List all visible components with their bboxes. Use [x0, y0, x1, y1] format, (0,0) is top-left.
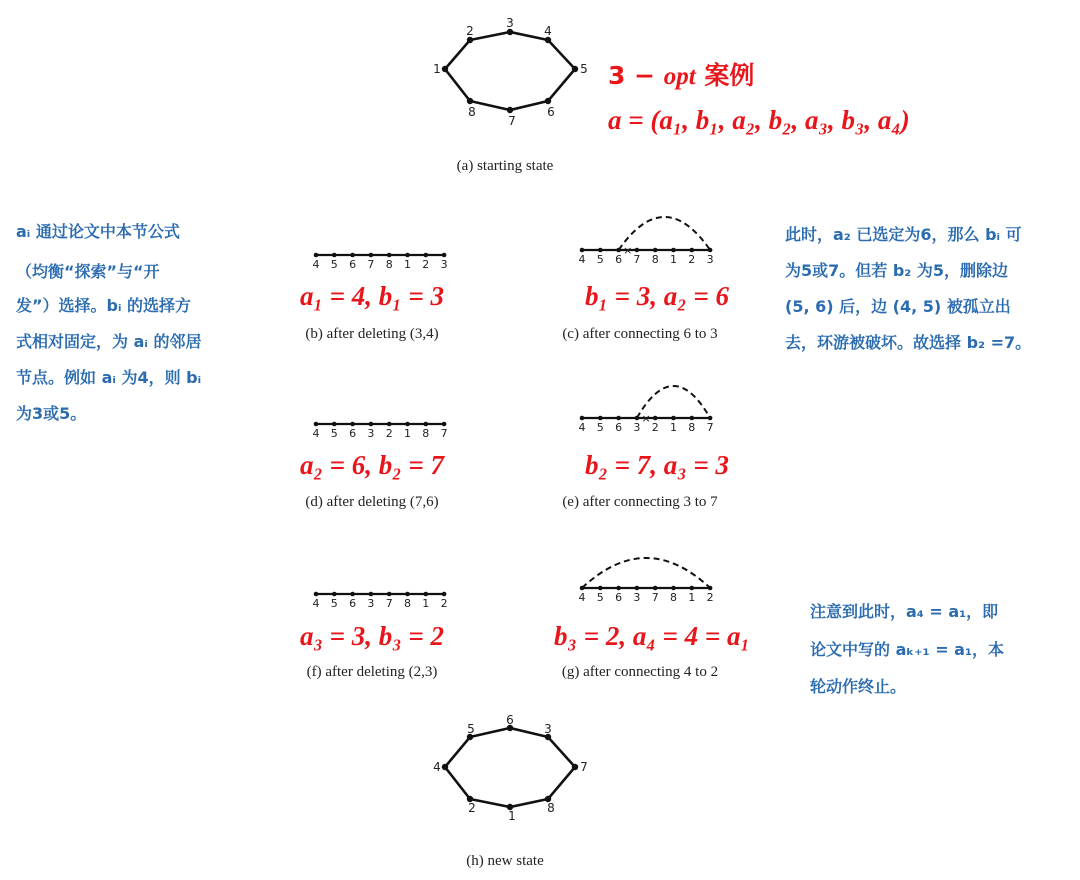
sequence-node	[424, 422, 429, 427]
note-left-line-3: 发”）选择。bᵢ 的选择方	[16, 296, 192, 315]
note-right-bottom-line-2: 论文中写的 aₖ₊₁ = a₁，本	[810, 640, 1004, 659]
caption-h: (h) new state	[466, 853, 544, 869]
tour-node-label: 7	[580, 760, 588, 774]
deleted-edge-mark: ×	[623, 244, 633, 257]
sequence-node	[405, 253, 410, 258]
heading-title	[608, 61, 754, 90]
sequence-node-label: 4	[578, 591, 586, 604]
note-right-top-line-1: 此时，a₂ 已选定为6，那么 bᵢ 可	[785, 225, 1022, 244]
sequence-node-label: 1	[404, 258, 411, 271]
panel-c	[562, 217, 729, 342]
equation-f: a₃ = 3, b₃ = 2	[299, 621, 445, 651]
equation-b: a₁ = 4, b₁ = 3	[299, 281, 445, 311]
sequence-node	[671, 586, 676, 591]
sequence-node-label: 1	[670, 253, 677, 266]
sequence-node-label: 6	[349, 427, 357, 440]
sequence-node	[653, 416, 658, 421]
sequence-node-label: 4	[312, 427, 320, 440]
sequence-node-label: 7	[633, 253, 641, 266]
sequence-node	[424, 253, 429, 258]
sequence-node-label: 7	[651, 591, 659, 604]
sequence-node	[580, 416, 585, 421]
sequence-node-label: 8	[651, 253, 659, 266]
tour-node	[545, 98, 551, 104]
sequence-node	[387, 592, 392, 597]
sequence-node-label: 8	[688, 421, 696, 434]
note-right-bottom-line-3: 轮动作终止。	[810, 677, 907, 696]
sequence-node-label: 5	[330, 427, 338, 440]
note-left-line-4: 式相对固定，为 aᵢ 的邻居	[16, 332, 202, 351]
tour-node-label: 5	[467, 722, 475, 736]
sequence-node	[580, 248, 585, 253]
sequence-node-label: 2	[706, 591, 714, 604]
tour-node-label: 6	[547, 105, 555, 119]
sequence-node-label: 2	[440, 597, 448, 610]
sequence-node-label: 1	[670, 421, 677, 434]
tour-node-label: 4	[544, 24, 552, 38]
tour-node	[507, 107, 513, 113]
caption-a: (a) starting state	[456, 158, 554, 174]
heading	[608, 61, 910, 135]
tour-node-label: 7	[508, 114, 516, 128]
tour-octagon-h	[445, 728, 575, 807]
note-right-top	[785, 225, 1031, 353]
panel-h-new-state	[433, 713, 588, 869]
sequence-node	[598, 416, 603, 421]
sequence-node	[332, 592, 337, 597]
sequence-node-label: 3	[633, 591, 641, 604]
sequence-node-label: 3	[367, 427, 375, 440]
note-left-line-5: 节点。例如 aᵢ 为4，则 bᵢ	[16, 368, 202, 387]
tour-octagon-a	[445, 32, 575, 110]
caption-c: (c) after connecting 6 to 3	[562, 326, 718, 342]
panel-g	[554, 558, 750, 680]
note-right-top-line-2: 为5或7。但若 b₂ 为5，删除边	[785, 261, 1009, 280]
sequence-node-label: 4	[578, 421, 586, 434]
tour-node-label: 2	[468, 801, 476, 815]
equation-c: b₁ = 3, a₂ = 6	[584, 281, 730, 311]
sequence-node	[369, 592, 374, 597]
sequence-node-label: 4	[312, 258, 320, 271]
sequence-node-label: 2	[385, 427, 393, 440]
sequence-node-label: 3	[367, 597, 375, 610]
tour-node-label: 8	[547, 801, 555, 815]
panel-e	[562, 386, 729, 510]
sequence-node-label: 7	[385, 597, 393, 610]
sequence-node-label: 8	[670, 591, 677, 604]
note-left-line-2: （均衡“探索”与“开	[16, 262, 160, 281]
sequence-line-e	[579, 386, 714, 434]
panel-f	[300, 592, 448, 680]
sequence-node-label: 5	[330, 258, 338, 271]
sequence-node-label: 5	[330, 597, 338, 610]
sequence-node-label: 3	[706, 253, 714, 266]
caption-g: (g) after connecting 4 to 2	[561, 664, 719, 680]
sequence-node-label: 6	[349, 258, 357, 271]
sequence-node-label: 2	[688, 253, 696, 266]
sequence-node-label: 8	[422, 427, 430, 440]
panel-a-starting-state	[433, 16, 588, 174]
note-left-line-6: 为3或5。	[16, 404, 87, 423]
heading-title-prefix: 3 −	[608, 61, 664, 90]
sequence-node-label: 5	[596, 253, 604, 266]
sequence-node	[332, 253, 337, 258]
note-right-bottom	[810, 602, 1004, 696]
deleted-edge-mark: ×	[641, 412, 651, 425]
caption-f: (f) after deleting (2,3)	[306, 664, 438, 680]
sequence-node	[616, 586, 621, 591]
sequence-node-label: 8	[385, 258, 393, 271]
tour-node	[572, 764, 578, 770]
tour-nodes-h	[433, 713, 588, 823]
sequence-line-c	[579, 217, 714, 266]
caption-d: (d) after deleting (7,6)	[305, 494, 439, 510]
sequence-node-label: 1	[688, 591, 696, 604]
sequence-node-label: 3	[633, 421, 641, 434]
sequence-node-label: 2	[651, 421, 659, 434]
tour-node-label: 6	[506, 713, 514, 727]
tour-node	[467, 98, 473, 104]
sequence-node	[635, 248, 640, 253]
equation-d: a₂ = 6, b₂ = 7	[299, 450, 445, 480]
tour-node-label: 2	[466, 24, 474, 38]
tour-node-label: 3	[544, 722, 552, 736]
sequence-node-label: 6	[615, 253, 623, 266]
sequence-line-b	[313, 253, 448, 271]
sequence-node	[671, 248, 676, 253]
tour-node-label: 8	[468, 105, 476, 119]
tour-node-label: 5	[580, 62, 588, 76]
sequence-node	[405, 422, 410, 427]
heading-sequence: a = (a₁, b₁, a₂, b₂, a₃, b₃, a₄)	[608, 105, 910, 135]
sequence-node	[598, 248, 603, 253]
sequence-node-label: 6	[615, 421, 623, 434]
sequence-node	[424, 592, 429, 597]
sequence-node-label: 1	[422, 597, 430, 610]
sequence-node	[314, 592, 319, 597]
note-right-bottom-line-1: 注意到此时，a₄ = a₁，即	[810, 602, 999, 621]
dashed-connecting-arc	[582, 558, 710, 588]
sequence-node	[690, 586, 695, 591]
tour-node-label: 1	[433, 62, 441, 76]
sequence-node-label: 7	[440, 427, 448, 440]
sequence-node-label: 5	[596, 421, 604, 434]
panel-b	[300, 253, 448, 342]
sequence-node	[653, 248, 658, 253]
sequence-node-label: 4	[578, 253, 586, 266]
sequence-node-label: 2	[422, 258, 430, 271]
sequence-node	[598, 586, 603, 591]
sequence-node	[635, 586, 640, 591]
sequence-node-label: 4	[312, 597, 320, 610]
tour-node-label: 4	[433, 760, 441, 774]
sequence-node-label: 7	[706, 421, 714, 434]
sequence-node	[653, 586, 658, 591]
caption-e: (e) after connecting 3 to 7	[562, 494, 718, 510]
sequence-node	[442, 422, 447, 427]
sequence-node	[442, 592, 447, 597]
sequence-line-g	[579, 558, 714, 604]
sequence-node	[314, 253, 319, 258]
caption-b: (b) after deleting (3,4)	[305, 326, 439, 342]
tour-node-label: 1	[508, 809, 516, 823]
tour-nodes-a	[433, 16, 588, 128]
sequence-line-d	[313, 422, 448, 440]
heading-title-suffix: 案例	[695, 61, 755, 90]
sequence-node-label: 6	[615, 591, 623, 604]
equation-e: b₂ = 7, a₃ = 3	[584, 450, 730, 480]
tour-node-label: 3	[506, 16, 514, 30]
sequence-node	[332, 422, 337, 427]
sequence-node-label: 6	[349, 597, 357, 610]
note-left-line-1: aᵢ 通过论文中本节公式	[16, 222, 180, 241]
sequence-node	[350, 422, 355, 427]
sequence-node-label: 3	[440, 258, 448, 271]
sequence-node-label: 1	[404, 427, 411, 440]
equation-g: b₃ = 2, a₄ = 4 = a₁	[554, 621, 750, 651]
sequence-node	[690, 416, 695, 421]
sequence-node	[690, 248, 695, 253]
sequence-node-label: 8	[404, 597, 411, 610]
heading-title-opt: opt	[663, 63, 696, 90]
note-right-top-line-3: (5, 6) 后，边 (4, 5) 被孤立出	[785, 297, 1011, 316]
note-right-top-line-4: 去，环游被破坏。故选择 b₂ =7。	[785, 333, 1032, 352]
sequence-node	[442, 253, 447, 258]
sequence-line-f	[313, 592, 448, 610]
sequence-node	[671, 416, 676, 421]
sequence-node	[387, 253, 392, 258]
tour-node	[572, 66, 578, 72]
sequence-node-label: 5	[596, 591, 604, 604]
sequence-node	[405, 592, 410, 597]
note-left	[15, 222, 201, 423]
sequence-node	[350, 592, 355, 597]
tour-node	[442, 764, 448, 770]
sequence-node-label: 7	[367, 258, 375, 271]
sequence-node	[350, 253, 355, 258]
sequence-node	[314, 422, 319, 427]
sequence-node	[369, 253, 374, 258]
panel-d	[300, 422, 448, 510]
sequence-node	[387, 422, 392, 427]
sequence-node	[616, 416, 621, 421]
tour-node	[442, 66, 448, 72]
sequence-node	[369, 422, 374, 427]
